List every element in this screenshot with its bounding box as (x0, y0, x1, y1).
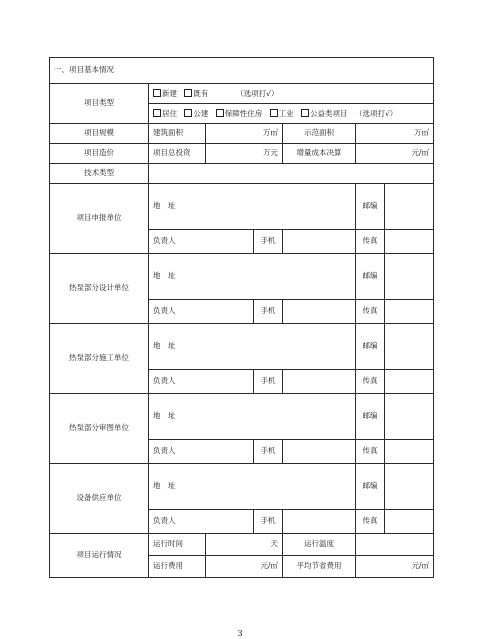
fax-label: 传真 (356, 300, 385, 324)
checkbox-public-building[interactable] (184, 109, 192, 117)
postcode-label: 邮编 (356, 324, 385, 370)
option-hint: （选项打√） (236, 88, 279, 98)
checkbox-existing[interactable] (184, 89, 192, 97)
fax-label: 传真 (356, 440, 385, 464)
postcode-field[interactable] (385, 184, 434, 230)
option-industrial-label: 工业 (278, 108, 294, 118)
mobile-field[interactable] (283, 370, 356, 394)
run-cost-field[interactable] (206, 556, 283, 578)
fax-field[interactable] (385, 230, 434, 254)
address-cell[interactable] (149, 324, 356, 370)
mobile-label: 手机 (254, 440, 283, 464)
run-time-unit: 天 (270, 539, 278, 549)
building-area-unit: 万㎡ (263, 128, 278, 138)
fax-label: 传真 (356, 510, 385, 534)
postcode-field[interactable] (385, 394, 434, 440)
address-cell[interactable] (149, 394, 356, 440)
postcode-field[interactable] (385, 254, 434, 300)
person-label: 负责人 (149, 370, 206, 394)
tech-type-label: 技术类型 (50, 164, 149, 184)
run-cost-label: 运行费用 (149, 556, 206, 578)
total-investment-unit: 万元 (263, 148, 278, 158)
saving-unit: 元/㎡ (411, 561, 430, 571)
option-residential-label: 居住 (162, 108, 177, 118)
option-hint: （选项打√） (354, 108, 398, 118)
fax-field[interactable] (385, 300, 434, 324)
postcode-label: 邮编 (356, 184, 385, 230)
person-field[interactable] (206, 370, 254, 394)
address-cell[interactable] (149, 464, 356, 510)
address-cell[interactable] (149, 184, 356, 230)
run-temp-field[interactable] (356, 534, 434, 556)
address-cell[interactable] (149, 254, 356, 300)
unit-label: 热泵部分设计单位 (50, 254, 149, 324)
page-number: 3 (237, 629, 243, 638)
mobile-field[interactable] (283, 300, 356, 324)
postcode-label: 邮编 (356, 254, 385, 300)
building-area-field[interactable] (206, 124, 283, 144)
address-label: 地 址 (153, 201, 176, 211)
run-time-field[interactable] (206, 534, 283, 556)
project-type-row1 (149, 84, 434, 104)
checkbox-residential[interactable] (153, 109, 161, 117)
address-label: 地 址 (153, 481, 176, 491)
mobile-field[interactable] (283, 510, 356, 534)
person-label: 负责人 (149, 510, 206, 534)
mobile-label: 手机 (254, 300, 283, 324)
mobile-label: 手机 (254, 370, 283, 394)
fax-field[interactable] (385, 370, 434, 394)
postcode-label: 邮编 (356, 394, 385, 440)
demo-area-label: 示范面积 (283, 124, 356, 144)
incremental-cost-field[interactable] (356, 144, 434, 164)
checkbox-industrial[interactable] (270, 109, 278, 117)
operation-label: 项目运行情况 (50, 534, 149, 578)
checkbox-new[interactable] (153, 89, 161, 97)
option-new-label: 新建 (162, 88, 177, 98)
option-public-welfare-label: 公益类项目 (310, 108, 348, 118)
person-field[interactable] (206, 510, 254, 534)
postcode-field[interactable] (385, 324, 434, 370)
run-temp-label: 运行温度 (283, 534, 356, 556)
saving-label: 平均节省费用 (283, 556, 356, 578)
demo-area-field[interactable] (356, 124, 434, 144)
postcode-label: 邮编 (356, 464, 385, 510)
person-field[interactable] (206, 300, 254, 324)
total-investment-label: 项目总投资 (149, 144, 206, 164)
project-type-row2 (149, 104, 434, 124)
project-type-label: 项目类型 (50, 84, 149, 124)
tech-type-field[interactable] (149, 164, 434, 184)
mobile-label: 手机 (254, 230, 283, 254)
run-cost-unit: 元/㎡ (260, 561, 278, 571)
demo-area-unit: 万㎡ (414, 128, 430, 138)
mobile-field[interactable] (283, 230, 356, 254)
person-field[interactable] (206, 440, 254, 464)
person-label: 负责人 (149, 440, 206, 464)
incremental-cost-unit: 元/㎡ (411, 148, 430, 158)
project-scale-label: 项目规模 (50, 124, 149, 144)
building-area-label: 建筑面积 (149, 124, 206, 144)
total-investment-field[interactable] (206, 144, 283, 164)
incremental-cost-label: 增量成本决算 (283, 144, 356, 164)
project-cost-label: 项目造价 (50, 144, 149, 164)
unit-label: 热泵部分施工单位 (50, 324, 149, 394)
unit-label: 设备供应单位 (50, 464, 149, 534)
option-affordable-housing-label: 保障性住房 (224, 108, 263, 118)
checkbox-public-welfare[interactable] (301, 109, 309, 117)
checkbox-affordable-housing[interactable] (216, 109, 224, 117)
person-label: 负责人 (149, 230, 206, 254)
address-label: 地 址 (153, 411, 176, 421)
fax-label: 传真 (356, 230, 385, 254)
address-label: 地 址 (153, 271, 176, 281)
fax-field[interactable] (385, 440, 434, 464)
person-field[interactable] (206, 230, 254, 254)
address-label: 地 址 (153, 341, 176, 351)
option-public-building-label: 公建 (193, 108, 209, 118)
project-info-form (49, 57, 434, 578)
unit-label: 热泵部分审图单位 (50, 394, 149, 464)
run-time-label: 运行时间 (149, 534, 206, 556)
option-existing-label: 既有 (193, 88, 209, 98)
mobile-field[interactable] (283, 440, 356, 464)
postcode-field[interactable] (385, 464, 434, 510)
saving-field[interactable] (356, 556, 434, 578)
unit-label: 项目申报单位 (50, 184, 149, 254)
person-label: 负责人 (149, 300, 206, 324)
fax-field[interactable] (385, 510, 434, 534)
section-title: 一、项目基本情况 (50, 58, 434, 84)
fax-label: 传真 (356, 370, 385, 394)
mobile-label: 手机 (254, 510, 283, 534)
